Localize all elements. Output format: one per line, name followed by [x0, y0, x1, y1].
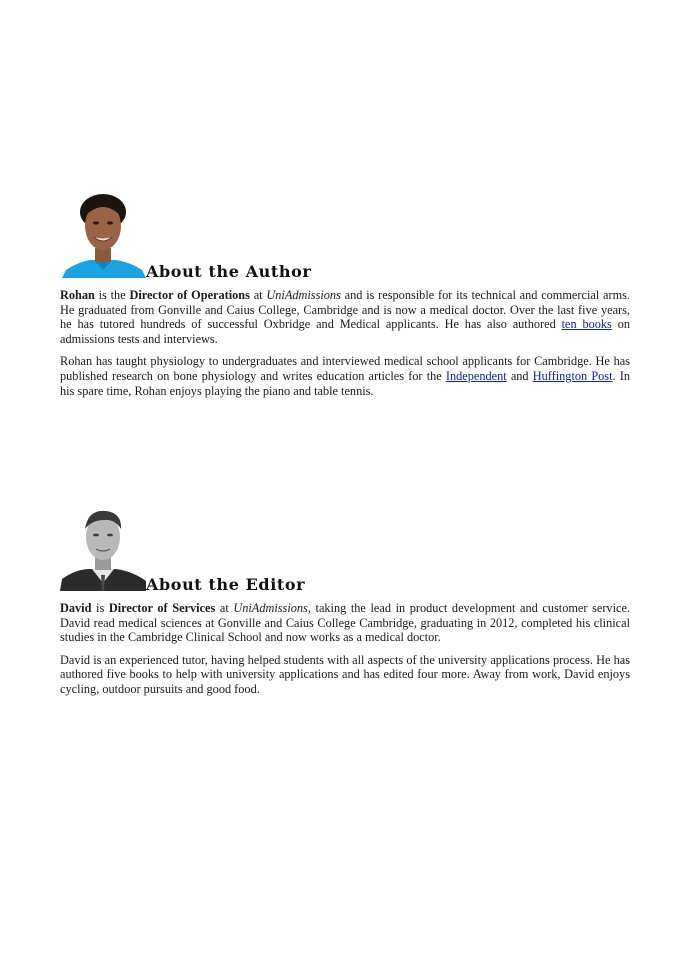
author-p1-text-3: and is responsible for its technical and commercial arms. He graduated from Gonville and Caius College, Cambridge and is now a medical doctor. Over the last five years, he has tutored hundreds of successful Oxbridge and Medical applicants. He has also authored	[60, 288, 630, 332]
author-name: Rohan	[60, 288, 95, 302]
editor-paragraph-1	[60, 601, 630, 645]
author-p2-text-2: and	[506, 368, 533, 383]
huffington-post-link[interactable]: Huffington Post	[532, 368, 613, 383]
author-p1-text-2: at	[249, 288, 267, 302]
author-paragraph-2	[60, 354, 630, 398]
editor-role: Director of Services	[108, 601, 216, 615]
author-heading-row	[60, 190, 630, 281]
editor-paragraph-2: David is an experienced tutor, having helped students with all aspects of the university applications process. He has authored five books to help with university applications and has edited four more. Away from work, David enjoys cycling, outdoor pursuits and good food.	[60, 652, 630, 696]
editor-portrait-photo	[60, 503, 146, 591]
independent-link[interactable]: Independent	[445, 368, 507, 383]
editor-company: UniAdmissions	[233, 601, 308, 615]
editor-p1-text-2: at	[215, 601, 234, 615]
author-p2-text-3: . In his spare time, Rohan enjoys playing the piano and table tennis.	[60, 368, 630, 398]
author-portrait-photo	[60, 190, 146, 278]
author-p1-text-4: on admissions tests and interviews.	[60, 317, 630, 346]
author-role: Director of Operations	[129, 288, 250, 302]
author-paragraph-1	[60, 288, 630, 346]
editor-p1-text-3: , taking the lead in product development and customer service. David read medical sciences at Gonville and Caius College Cambridge, graduating in 2012, completed his clinical studies in the Cambridge Clinical School and now works as a medical doctor.	[60, 601, 630, 645]
author-p2-text-1: Rohan has taught physiology to undergraduates and interviewed medical school applicants for Cambridge. He has published research on bone physiology and writes education articles for the	[60, 354, 630, 383]
author-company: UniAdmissions	[266, 288, 341, 302]
author-p1-text-1: is the	[94, 288, 130, 302]
editor-p1-text-1: is	[91, 601, 109, 615]
editor-section	[60, 503, 630, 697]
ten-books-link[interactable]: ten books	[561, 317, 612, 332]
editor-name: David	[60, 601, 92, 615]
editor-heading-row	[60, 503, 630, 594]
author-section	[60, 190, 630, 398]
author-heading: About the Author	[146, 262, 312, 281]
editor-heading: About the Editor	[146, 575, 306, 594]
